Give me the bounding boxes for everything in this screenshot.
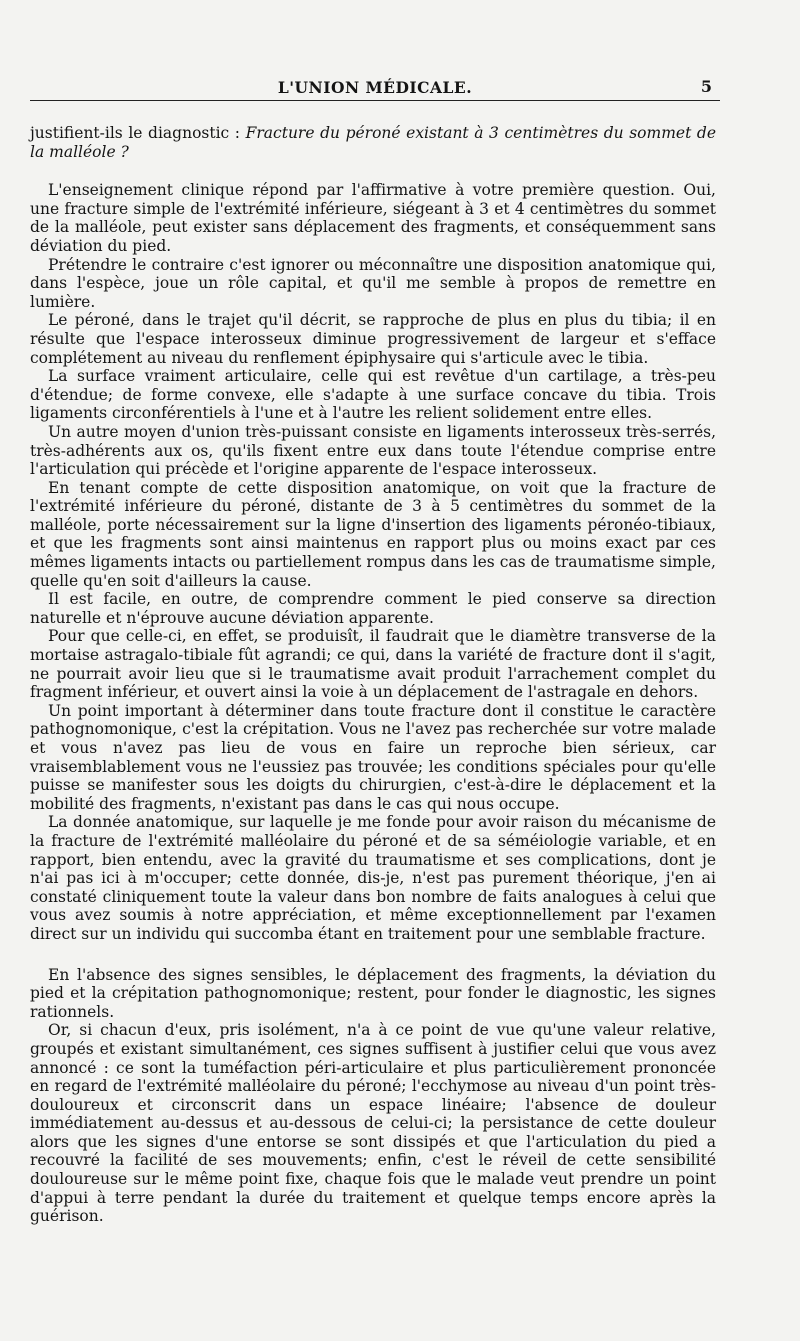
- paragraph: Prétendre le contraire c'est ignorer ou méconnaître une disposition anatomique qui, dans l'espèce, joue un rôle capital, et qu'il me semble à propos de remettre en lumière.: [30, 255, 716, 311]
- body-text: [30, 124, 716, 1226]
- paragraph: Or, si chacun d'eux, pris isolément, n'a à ce point de vue qu'une valeur relative, groupés et existant simultanément, ces signes suffisent à justifier celui que vous avez annoncé : ce sont la tuméfaction péri-articulaire et plus particulièrement prononcée en regard de l'extrémité malléolaire du péroné; l'ecchymose au niveau d'un point très-douloureux et circonscrit dans un espace linéaire; l'absence de douleur immédiatement au-dessus et au-dessous de celui-ci; la persistance de cette douleur alors que les signes d'une entorse se sont dissipés et que l'articulation du pied a recouvré la facilité de ses mouvements; enfin, c'est le réveil de cette sensibilité douloureuse sur le même point fixe, chaque fois que le malade veut prendre un point d'appui à terre pendant la durée du traitement et quelque temps encore après la guérison.: [30, 1021, 716, 1226]
- paragraph: Un autre moyen d'union très-puissant consiste en ligaments interosseux très-serrés, très-adhérents aux os, qu'ils fixent entre eux dans toute l'étendue comprise entre l'articulation qui précède et l'origine apparente de l'espace interosseux.: [30, 422, 716, 479]
- paragraph: Il est facile, en outre, de comprendre comment le pied conserve sa direction naturelle et n'éprouve aucune déviation apparente.: [30, 590, 716, 627]
- intro-lead: justifient-ils le diagnostic :: [30, 124, 246, 142]
- paragraph: L'enseignement clinique répond par l'affirmative à votre première question. Oui, une fracture simple de l'extrémité inférieure, siégeant à 3 et 4 centimètres du sommet de la malléole, peut exister sans déplacement des fragments, et conséquemment sans déviation du pied.: [30, 181, 716, 255]
- paragraph: La surface vraiment articulaire, celle qui est revêtue d'un cartilage, a très-peu d'étendue; de forme convexe, elle s'adapte à une surface concave du tibia. Trois ligaments circonférentiels à l'une et à l'autre les relient solidement entre elles.: [30, 367, 716, 423]
- intro-question: Fracture du péroné existant à 3 centimètres du sommet de la malléole ?: [30, 124, 716, 161]
- intro-paragraph: [30, 124, 716, 161]
- paragraph: En tenant compte de cette disposition anatomique, on voit que la fracture de l'extrémité inférieure du péroné, distante de 3 à 5 centimètres du sommet de la malléole, porte nécessairement sur la ligne d'insertion des ligaments péronéo-tibiaux, et que les fragments sont ainsi maintenus en rapport plus ou moins exact par ces mêmes ligaments intacts ou partiellement rompus dans les cas de traumatisme simple, quelle qu'en soit d'ailleurs la cause.: [30, 478, 716, 590]
- paragraph: En l'absence des signes sensibles, le déplacement des fragments, la déviation du pied et la crépitation pathognomonique; restent, pour fonder le diagnostic, les signes rationnels.: [30, 965, 716, 1021]
- page-number: 5: [700, 77, 712, 96]
- running-title: L'UNION MÉDICALE.: [277, 78, 473, 97]
- paragraph: Un point important à déterminer dans toute fracture dont il constitue le caractère pathognomonique, c'est la crépitation. Vous ne l'avez pas recherchée sur votre malade et vous n'avez pas lieu de vous en faire un reproche bien sérieux, car vraisemblablement vous ne l'eussiez pas trouvée; les conditions spéciales pour qu'elle puisse se manifester sous les doigts du chirurgien, c'est-à-dire le déplacement et la mobilité des fragments, n'existant pas dans le cas qui nous occupe.: [30, 701, 716, 813]
- paragraph: Le péroné, dans le trajet qu'il décrit, se rapproche de plus en plus du tibia; il en résulte que l'espace interosseux diminue progressivement de largeur et s'efface complétement au niveau du renflement épiphysaire qui s'articule avec le tibia.: [30, 311, 716, 367]
- page-header: [30, 78, 720, 101]
- paragraph: Pour que celle-ci, en effet, se produisît, il faudrait que le diamètre transverse de la mortaise astragalo-tibiale fût agrandi; ce qui, dans la variété de fracture dont il s'agit, ne pourrait avoir lieu que si le traumatisme avait produit l'arrachement complet du fragment inférieur, et ouvert ainsi la voie à un déplacement de l'astragale en dehors.: [30, 627, 716, 702]
- paragraph: La donnée anatomique, sur laquelle je me fonde pour avoir raison du mécanisme de la fracture de l'extrémité malléolaire du péroné et de sa séméiologie variable, et en rapport, bien entendu, avec la gravité du traumatisme et ses complications, dont je n'ai pas ici à m'occuper; cette donnée, dis-je, n'est pas purement théorique, j'en ai constaté cliniquement toute la valeur dans bon nombre de faits analogues à celui que vous avez soumis à notre appréciation, et même exceptionnellement par l'examen direct sur un individu qui succomba étant en traitement pour une semblable fracture.: [30, 813, 716, 943]
